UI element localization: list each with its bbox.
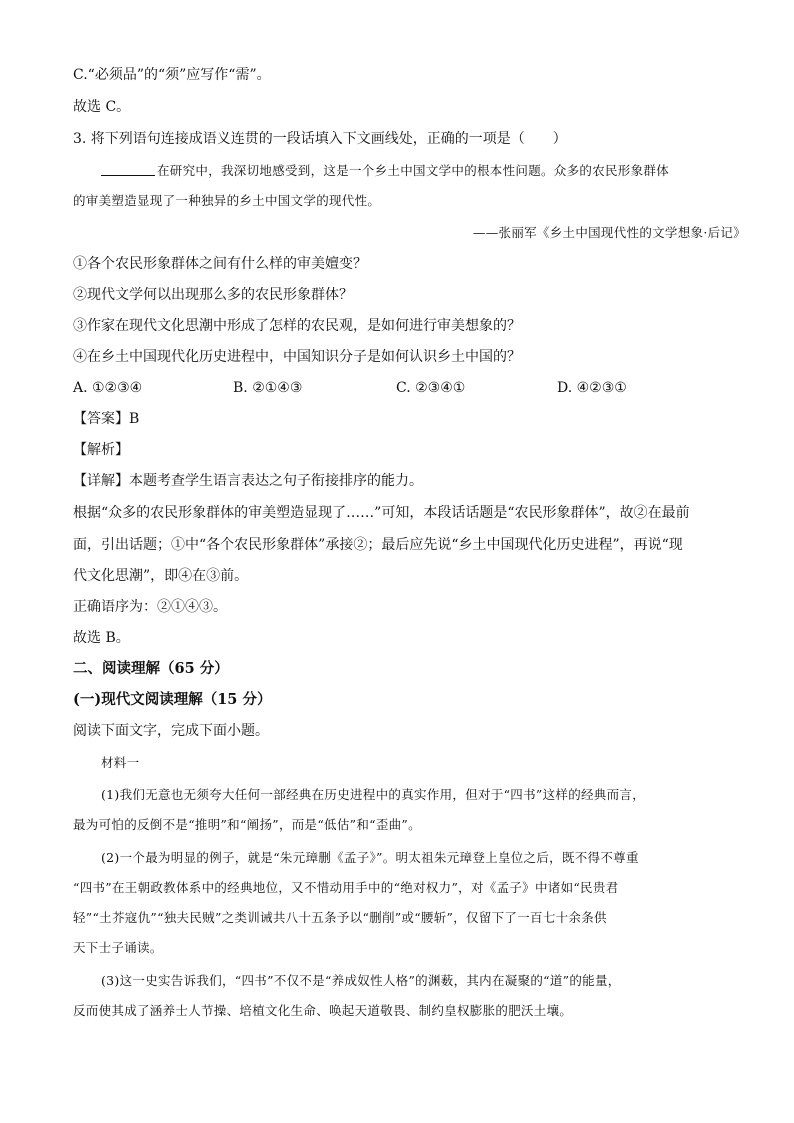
- correct-order: 正确语序为：②①④③。: [73, 599, 227, 615]
- choice-a: A. ①②③④: [73, 380, 143, 396]
- sentence-option-1: ①各个农民形象群体之间有什么样的审美嬗变？: [73, 256, 367, 272]
- material-one-label: 材料一: [101, 755, 140, 770]
- material-para-2-line-2: “四书”在王朝政教体系中的经典地位，又不惜动用手中的“绝对权力”，对《孟子》中诸如“民贵君: [73, 880, 619, 895]
- subsection-heading-modern-text: (一)现代文阅读理解（15 分）: [73, 691, 272, 708]
- choice-b: B. ②①④③: [233, 380, 303, 396]
- answer-explanation-c: C.“必须品”的“须”应写作“需”。: [73, 67, 271, 83]
- passage-source: ——张丽军《乡土中国现代性的文学想象·后记》: [472, 225, 746, 240]
- answer-label: 【答案】B: [73, 411, 140, 427]
- section-heading-reading: 二、阅读理解（65 分）: [73, 660, 229, 677]
- question-3-stem: 3. 将下列语句连接成语义连贯的一段话填入下文画线处，正确的一项是（ ）: [73, 131, 567, 147]
- choice-c: C. ②③④①: [396, 380, 466, 396]
- analysis-label: 【解析】: [73, 442, 129, 458]
- explanation-line-1: 根据“众多的农民形象群体的审美塑造显现了……”可知，本段话话题是“农民形象群体”，故②在最前: [73, 505, 690, 521]
- passage-line-1-text: 在研究中，我深切地感受到，这是一个乡土中国文学中的根本性问题。众多的农民形象群体: [157, 163, 670, 178]
- choose-c: 故选 C。: [73, 99, 131, 115]
- reading-instruction: 阅读下面文字，完成下面小题。: [73, 723, 269, 739]
- material-para-3-line-1: (3)这一史实告诉我们，“四书”不仅不是“养成奴性人格”的渊薮，其内在凝聚的“道”的能量，: [101, 973, 621, 988]
- sentence-option-4: ④在乡土中国现代化历史进程中，中国知识分子是如何认识乡土中国的？: [73, 349, 521, 365]
- choice-d: D. ④②③①: [557, 380, 627, 396]
- material-para-1-line-1: (1)我们无意也无须夸大任何一部经典在历史进程中的真实作用，但对于“四书”这样的经典而言，: [101, 787, 645, 802]
- material-para-2-line-1: (2)一个最为明显的例子，就是“朱元璋删《孟子》”。明太祖朱元璋登上皇位之后，既不得不尊重: [101, 850, 639, 865]
- passage-line-2: 的审美塑造显现了一种独异的乡土中国文学的现代性。: [73, 193, 381, 208]
- fill-in-blank: [101, 162, 155, 176]
- sentence-option-2: ②现代文学何以出现那么多的农民形象群体？: [73, 287, 353, 303]
- explanation-line-2: 面，引出话题；①中“各个农民形象群体”承接②；最后应先说“乡土中国现代化历史进程”，再说“现: [73, 537, 683, 553]
- explanation-line-3: 代文化思潮”，即④在③前。: [73, 568, 249, 584]
- material-para-3-line-2: 反而使其成了涵养士人节操、培植文化生命、唤起天道敬畏、制约皇权膨胀的肥沃土壤。: [73, 1003, 573, 1018]
- choose-b: 故选 B。: [73, 630, 130, 646]
- sentence-option-3: ③作家在现代文化思潮中形成了怎样的农民观，是如何进行审美想象的？: [73, 318, 521, 334]
- material-para-2-line-4: 天下士子诵读。: [73, 940, 163, 955]
- material-para-2-line-3: 轻”“土芥寇仇”“独夫民贼”之类训诫共八十五条予以“删削”或“腰斩”，仅留下了一百七十余条供: [73, 910, 607, 925]
- passage-line-1: [101, 161, 669, 181]
- material-para-1-line-2: 最为可怕的反倒不是“推明”和“阐扬”，而是“低估”和“歪曲”。: [73, 817, 421, 832]
- detail-explanation: 【详解】本题考查学生语言表达之句子衔接排序的能力。: [73, 473, 423, 489]
